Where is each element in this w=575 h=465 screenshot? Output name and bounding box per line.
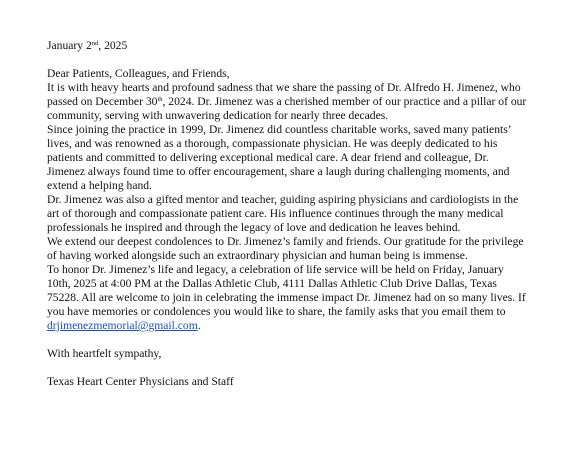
- salutation: Dear Patients, Colleagues, and Friends,: [47, 67, 230, 80]
- date-text: January 2: [47, 39, 92, 52]
- letter-date: [47, 39, 527, 53]
- paragraph-service: [47, 263, 527, 333]
- letter-body: [47, 39, 527, 389]
- paragraph-mentor: Dr. Jimenez was also a gifted mentor and teacher, guiding aspiring physicians and cardiologists in the art of thorough and compassionate patient care. His influence continues through the many medical professionals he inspired and through the legacy of love and dedication he leaves behind.: [47, 193, 519, 234]
- paragraph-condolences: We extend our deepest condolences to Dr. Jimenez’s family and friends. Our gratitude for the privilege of having worked alongside such an extraordinary physician and human being is immense.: [47, 235, 524, 262]
- spacer: [47, 333, 527, 347]
- closing: With heartfelt sympathy,: [47, 347, 162, 360]
- announcement-text: It is with heavy hearts and profound sadness that we share the passing of Dr. Alfredo H. Jimenez, who passed on December 30: [47, 81, 521, 108]
- date-year: , 2025: [98, 39, 128, 52]
- spacer: [47, 361, 527, 375]
- paragraph-announcement: [47, 81, 527, 123]
- date-ordinal-suffix: nd: [91, 40, 99, 47]
- announcement-ordinal-suffix: th: [157, 96, 163, 103]
- service-text: To honor Dr. Jimenez’s life and legacy, a celebration of life service will be held on Friday, January 10th, 2025 at 4:00 PM at the Dallas Athletic Club, 4111 Dallas Athletic Club Drive Dallas, Texas 75228. All are welcome to join in celebrating the immense impact Dr. Jimenez had on so many lives. If you have memories or condolences you would like to share, the family asks that you email them to: [47, 263, 526, 318]
- announcement-text-rest: , 2024. Dr. Jimenez was a cherished member of our practice and a pillar of our community, serving with unwavering dedication for nearly three decades.: [47, 95, 527, 122]
- email-link[interactable]: drjimenezmemorial@gmail.com: [47, 319, 198, 332]
- signature: Texas Heart Center Physicians and Staff: [47, 375, 234, 388]
- paragraph-career: Since joining the practice in 1999, Dr. Jimenez did countless charitable works, saved many patients’ lives, and was renowned as a thorough, compassionate physician. He was deeply dedicated to his patients and committed to delivering exceptional medical care. A dear friend and colleague, Dr. Jimenez always found time to offer encouragement, share a laugh during challenging moments, and extend a helping hand.: [47, 123, 511, 192]
- service-text-end: .: [197, 319, 201, 332]
- spacer: [47, 53, 527, 67]
